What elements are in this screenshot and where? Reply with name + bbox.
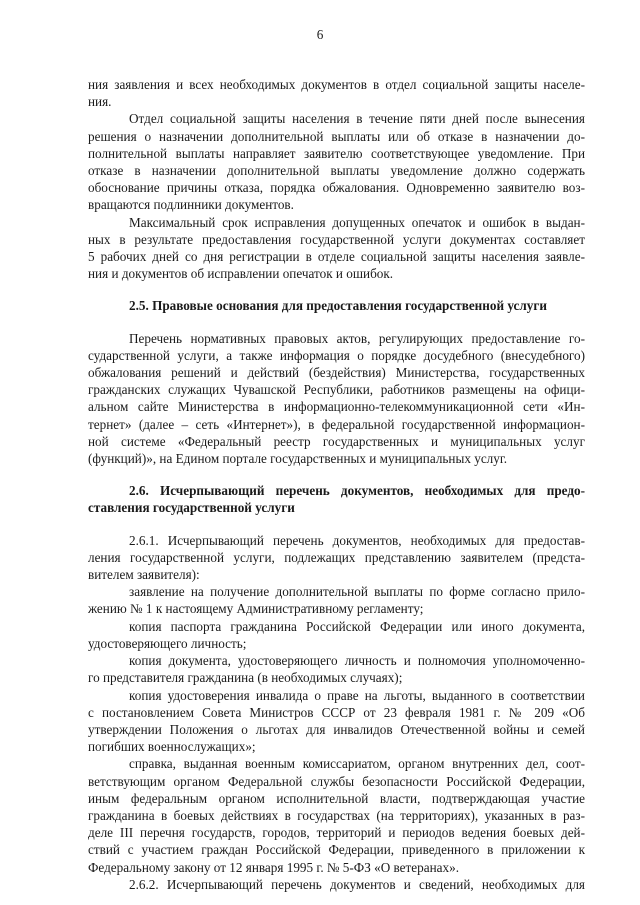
text-line: отказе в назначении дополнительной выплаты уведомление должно содержать <box>88 163 585 179</box>
text-line: (функций)», на Едином портале государственных и муниципальных услуг. <box>88 451 508 467</box>
text-line: справка, выданная военным комиссариатом, органом внутренних дел, соот- <box>129 756 585 772</box>
text-line: 2.6.1. Исчерпывающий перечень документов, необходимых для предостав- <box>129 532 585 548</box>
paragraph <box>88 652 585 686</box>
text-line: копия паспорта гражданина Российской Федерации или иного документа, <box>129 618 585 634</box>
text-line: погибших военнослужащих»; <box>88 739 256 755</box>
page-number: 6 <box>316 27 324 42</box>
text-line: ния. <box>88 94 112 110</box>
text-line: гражданина в боевых действиях в государствах (на территориях), указанных в раз- <box>88 807 585 823</box>
paragraph <box>88 876 585 893</box>
text-line: 5 рабочих дней со дня регистрации в отделе социальной защиты населения заявле- <box>88 249 585 265</box>
paragraph <box>88 76 585 110</box>
paragraph <box>88 330 585 468</box>
spacer <box>88 517 585 532</box>
text-line: ной системе «Федеральный реестр государственных и муниципальных услуг <box>88 433 585 449</box>
text-line: 2.5. Правовые основания для предоставления государственной услуги <box>129 298 547 314</box>
text-line: копия документа, удостоверяющего личность и полномочия уполномоченно- <box>129 653 585 669</box>
text-line: Отдел социальной защиты населения в течение пяти дней после вынесения <box>129 111 585 127</box>
paragraph <box>88 110 585 213</box>
spacer <box>88 282 585 297</box>
text-line: ствий с участием граждан Российской Федерации, приведенного в приложении к <box>88 842 585 858</box>
text-line: полнительной выплаты направляет заявителю соответствующее уведомление. При <box>88 145 585 161</box>
text-line: сударственной услуги, а также информация о порядке досудебного (внесудебного) <box>88 347 585 363</box>
text-line: 2.6. Исчерпывающий перечень документов, необходимых для предо- <box>129 483 585 499</box>
text-line: го представителя гражданина (в необходимых случаях); <box>88 670 403 686</box>
text-line: удостоверяющего личность; <box>88 635 247 651</box>
section-heading <box>88 482 585 516</box>
text-line: обоснование причины отказа, порядка обжалования. Одновременно заявителю воз- <box>88 180 585 196</box>
text-line: ставления государственной услуги <box>88 500 295 516</box>
text-line: Перечень нормативных правовых актов, регулирующих предоставление го- <box>129 330 585 346</box>
text-line: ления государственной услуги, подлежащих представлению заявителем (предста- <box>88 549 585 565</box>
document-body <box>88 76 585 893</box>
text-line: тернет» (далее – сеть «Интернет»), в федеральной государственной информацион- <box>88 416 585 432</box>
text-line: ния и документов об исправлении опечаток и ошибок. <box>88 266 394 282</box>
spacer <box>88 467 585 482</box>
text-line: жению № 1 к настоящему Административному регламенту; <box>88 601 424 617</box>
text-line: обжалования решений и действий (бездействия) Министерства, государственных <box>88 365 585 381</box>
text-line: Максимальный срок исправления допущенных опечаток и ошибок в выдан- <box>129 214 585 230</box>
text-line: ния заявления и всех необходимых документов в отдел социальной защиты населе- <box>88 77 585 92</box>
paragraph <box>88 755 585 875</box>
paragraph <box>88 687 585 756</box>
text-line: ных в результате предоставления государственной услуги документах составляет <box>88 231 585 247</box>
paragraph <box>88 532 585 584</box>
section-heading <box>88 297 585 314</box>
text-line: деле III перечня государств, городов, территорий и периодов ведения боевых дей- <box>88 825 585 841</box>
paragraph <box>88 583 585 617</box>
text-line: с постановлением Совета Министров СССР от 23 февраля 1981 г. № 209 «Об <box>88 704 585 720</box>
text-line: вращаются подлинники документов. <box>88 197 294 213</box>
text-line: копия удостоверения инвалида о праве на льготы, выданного в соответствии <box>129 687 585 703</box>
spacer <box>88 315 585 330</box>
text-line: утверждении Положения о льготах для инвалидов Отечественной войны и семей <box>88 721 585 737</box>
text-line: 2.6.2. Исчерпывающий перечень документов и сведений, необходимых для <box>129 876 585 892</box>
text-line: гражданских служащих Чувашской Республики, работников размещены на офици- <box>88 382 585 398</box>
text-line: вителем заявителя): <box>88 567 200 583</box>
text-line: Федеральному закону от 12 января 1995 г. № 5-ФЗ «О ветеранах». <box>88 859 459 875</box>
paragraph <box>88 618 585 652</box>
text-line: заявление на получение дополнительной выплаты по форме согласно прило- <box>129 584 585 600</box>
text-line: решения о назначении дополнительной выплаты или об отказе в назначении до- <box>88 128 585 144</box>
text-line: альном сайте Министерства в информационно-телекоммуникационной сети «Ин- <box>88 399 585 415</box>
text-line: ветствующим органом Федеральной службы безопасности Российской Федерации, <box>88 773 585 789</box>
paragraph <box>88 214 585 283</box>
text-line: иным федеральным органом исполнительной власти, подтверждающая участие <box>88 790 585 806</box>
